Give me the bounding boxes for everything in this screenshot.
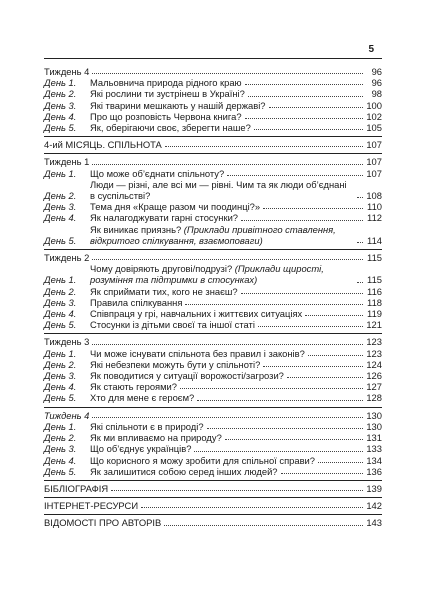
toc-day-entry[interactable] — [44, 100, 382, 111]
dot-leader — [164, 525, 363, 526]
dot-leader — [241, 220, 363, 221]
dot-leader — [318, 462, 363, 463]
toc-entry-title: ІНТЕРНЕТ-РЕСУРСИ — [44, 500, 139, 512]
section-rule — [44, 333, 382, 334]
toc-day-entry[interactable] — [44, 111, 382, 122]
dot-leader — [225, 439, 363, 440]
table-of-contents — [44, 66, 382, 529]
toc-section — [44, 483, 382, 494]
toc-page-number: 126 — [366, 370, 382, 382]
toc-day-entry[interactable] — [44, 179, 382, 201]
dot-leader — [185, 304, 363, 305]
header-rule — [44, 58, 382, 59]
toc-section — [44, 336, 382, 403]
dot-leader — [248, 96, 363, 97]
toc-page-number: 105 — [366, 122, 382, 134]
toc-entry-title: Тиждень 3 — [44, 336, 90, 348]
section-rule — [44, 497, 382, 498]
toc-page-number: 136 — [366, 465, 382, 477]
dot-leader — [194, 451, 363, 452]
toc-day-label: День 5. — [44, 465, 77, 477]
toc-page-number: 96 — [371, 66, 382, 77]
toc-day-label: День 3. — [44, 443, 77, 455]
dot-leader — [357, 242, 363, 243]
dot-leader — [207, 428, 363, 429]
toc-entry-title: Тиждень 4 — [44, 66, 90, 77]
toc-entry-title: Що об’єднує українців? — [90, 443, 192, 455]
dot-leader — [92, 259, 363, 260]
toc-entry-title: 4-ий МІСЯЦЬ. СПІЛЬНОТА — [44, 139, 162, 151]
dot-leader — [111, 490, 363, 491]
toc-day-entry[interactable] — [44, 308, 382, 319]
toc-page-number: 130 — [366, 420, 382, 432]
dot-leader — [180, 388, 363, 389]
toc-section — [44, 517, 382, 528]
toc-page-number: 123 — [366, 336, 382, 348]
dot-leader — [141, 507, 363, 508]
toc-entry-title: Як налагоджувати гарні стосунки? — [90, 212, 239, 224]
section-rule — [44, 480, 382, 481]
toc-day-entry[interactable] — [44, 88, 382, 99]
toc-entry-note: (Приклади привітного ставлення, відкритого спілкування, взаємоповаги) — [90, 223, 336, 246]
toc-page-number: 121 — [366, 319, 382, 331]
toc-entry-title: Які спільноти є в природі? — [90, 420, 204, 432]
dot-leader — [254, 129, 363, 130]
toc-entry-title: Правила спілкування — [90, 296, 183, 308]
toc-page-number: 133 — [366, 443, 382, 455]
toc-entry-title: Що корисного я можу зробити для спільної справи? — [90, 454, 316, 466]
dot-leader — [92, 344, 363, 345]
toc-day-entry[interactable] — [44, 455, 382, 466]
toc-day-entry[interactable] — [44, 168, 382, 179]
dot-leader — [227, 175, 363, 176]
toc-day-label: День 1. — [44, 347, 77, 359]
toc-section — [44, 156, 382, 246]
toc-page-number: 143 — [366, 517, 382, 529]
toc-day-entry[interactable] — [44, 297, 382, 308]
toc-day-entry[interactable] — [44, 432, 382, 443]
toc-day-entry[interactable] — [44, 348, 382, 359]
toc-day-label: День 2. — [44, 190, 77, 202]
toc-day-label: День 4. — [44, 454, 77, 466]
toc-entry-title: Тиждень 2 — [44, 252, 90, 264]
toc-entry-title: Які тварини мешкають у нашій державі? — [90, 99, 266, 111]
toc-day-entry[interactable] — [44, 122, 382, 133]
toc-page-number: 98 — [371, 88, 382, 100]
toc-page-number: 123 — [366, 347, 382, 359]
toc-page-number: 96 — [371, 77, 382, 89]
toc-day-entry[interactable] — [44, 77, 382, 88]
toc-page-number: 131 — [366, 432, 382, 444]
toc-day-label: День 2. — [44, 88, 77, 100]
toc-entry-title: Які рослини ти зустрінеш в Україні? — [90, 88, 245, 100]
toc-day-label: День 1. — [44, 274, 77, 286]
dot-leader — [258, 326, 363, 327]
toc-day-entry[interactable] — [44, 443, 382, 454]
toc-week-entry[interactable] — [44, 66, 382, 77]
dot-leader — [287, 377, 363, 378]
toc-page-number: 142 — [366, 500, 382, 512]
toc-section — [44, 410, 382, 477]
toc-entry-title: Про що розповість Червона книга? — [90, 110, 242, 122]
toc-day-entry[interactable] — [44, 466, 382, 477]
dot-leader — [263, 208, 363, 209]
toc-day-label: День 5. — [44, 319, 77, 331]
toc-page-number: 139 — [366, 482, 382, 494]
toc-day-label: День 2. — [44, 432, 77, 444]
toc-entry-title: Люди — різні, але всі ми — рівні. Чим та як люди об’єднані в суспільстві? — [90, 178, 347, 202]
toc-day-label: День 5. — [44, 392, 77, 404]
toc-day-entry[interactable] — [44, 201, 382, 212]
toc-week-entry[interactable] — [44, 156, 382, 167]
toc-day-label: День 1. — [44, 167, 77, 179]
toc-page-number: 124 — [366, 358, 382, 370]
dot-leader — [241, 293, 363, 294]
toc-day-entry[interactable] — [44, 224, 382, 246]
page-number: 5 — [368, 44, 374, 55]
toc-week-entry[interactable] — [44, 252, 382, 263]
dot-leader — [263, 366, 363, 367]
toc-day-entry[interactable] — [44, 359, 382, 370]
toc-page-number: 127 — [366, 381, 382, 393]
toc-day-entry[interactable] — [44, 370, 382, 381]
toc-day-entry[interactable] — [44, 212, 382, 223]
dot-leader — [281, 473, 363, 474]
dot-leader — [92, 73, 363, 74]
toc-day-entry[interactable] — [44, 319, 382, 330]
toc-entry-title: Мальовнича природа рідного краю — [90, 77, 242, 89]
toc-page-number: 115 — [367, 252, 382, 264]
toc-section-entry[interactable] — [44, 139, 382, 150]
toc-page-number: 114 — [367, 234, 382, 246]
toc-entry-title: Як ми впливаємо на природу? — [90, 432, 222, 444]
toc-day-entry[interactable] — [44, 421, 382, 432]
toc-day-label: День 3. — [44, 296, 77, 308]
section-rule — [44, 514, 382, 515]
toc-page-number: 116 — [367, 285, 382, 297]
toc-day-label: День 5. — [44, 122, 77, 134]
toc-day-entry[interactable] — [44, 392, 382, 403]
toc-section — [44, 500, 382, 511]
toc-entry-title: Як, оберігаючи своє, зберегти наше? — [90, 122, 251, 134]
dot-leader — [269, 107, 363, 108]
toc-entry-title: ВІДОМОСТІ ПРО АВТОРІВ — [44, 517, 162, 529]
dot-leader — [357, 282, 363, 283]
toc-day-label: День 3. — [44, 370, 77, 382]
dot-leader — [305, 315, 363, 316]
toc-section-entry[interactable] — [44, 517, 382, 528]
toc-entry-title: Які небезпеки можуть бути у спільноті? — [90, 358, 261, 370]
dot-leader — [197, 400, 363, 401]
toc-entry-title: Як залишитися собою серед інших людей? — [90, 465, 278, 477]
toc-page-number: 107 — [366, 139, 382, 151]
section-rule — [44, 153, 382, 154]
toc-page-number: 107 — [366, 156, 382, 168]
toc-section-entry[interactable] — [44, 500, 382, 511]
toc-entry-title: Як стають героями? — [90, 381, 178, 393]
toc-day-label: День 1. — [44, 420, 77, 432]
section-rule — [44, 407, 382, 408]
toc-page-number: 102 — [366, 110, 382, 122]
toc-entry-title: Як виникає приязнь? — [90, 223, 182, 235]
toc-entry-title: Що може об’єднати спільноту? — [90, 167, 225, 179]
toc-day-label: День 3. — [44, 99, 77, 111]
toc-entry-title: Співпраця у грі, навчальних і життєвих ситуаціях — [90, 308, 303, 320]
toc-entry-title: Як сприймати тих, кого не знаєш? — [90, 285, 238, 297]
toc-page-number: 118 — [367, 296, 382, 308]
toc-entry-title: Тиждень 1 — [44, 156, 90, 168]
dot-leader — [92, 417, 363, 418]
dot-leader — [308, 355, 363, 356]
toc-entry-title: Тиждень 4 — [44, 409, 90, 421]
toc-week-entry[interactable] — [44, 410, 382, 421]
toc-entry-title: Стосунки із дітьми своєї та іншої статі — [90, 319, 255, 331]
toc-day-label: День 4. — [44, 381, 77, 393]
toc-page-number: 110 — [367, 201, 382, 213]
toc-section — [44, 139, 382, 150]
toc-day-entry[interactable] — [44, 286, 382, 297]
toc-entry-title: Тема дня «Краще разом чи поодинці?» — [90, 201, 261, 213]
dot-leader — [92, 164, 363, 165]
toc-page-number: 100 — [366, 99, 382, 111]
toc-page-number: 108 — [366, 190, 382, 202]
toc-page-number: 107 — [366, 167, 382, 179]
toc-entry-title: Як поводитися у ситуації ворожості/загрози? — [90, 370, 284, 382]
toc-day-label: День 2. — [44, 285, 77, 297]
toc-section — [44, 66, 382, 133]
toc-page-number: 134 — [366, 454, 382, 466]
section-rule — [44, 136, 382, 137]
section-rule — [44, 249, 382, 250]
toc-day-label: День 4. — [44, 212, 77, 224]
toc-entry-title: Чому довіряють другові/подрузі? — [90, 263, 233, 275]
toc-day-entry[interactable] — [44, 263, 382, 285]
toc-entry-title: БІБЛІОГРАФІЯ — [44, 482, 109, 494]
toc-day-label: День 4. — [44, 110, 77, 122]
toc-page-number: 130 — [366, 409, 382, 421]
toc-page-number: 112 — [367, 212, 382, 224]
toc-day-label: День 2. — [44, 358, 77, 370]
toc-entry-note: (Приклади щирості, розуміння та підтримки в стосунках) — [90, 263, 324, 286]
dot-leader — [165, 146, 363, 147]
toc-week-entry[interactable] — [44, 336, 382, 347]
toc-day-entry[interactable] — [44, 381, 382, 392]
toc-entry-title: Хто для мене є героєм? — [90, 392, 195, 404]
toc-page-number: 119 — [367, 308, 382, 320]
dot-leader — [357, 197, 363, 198]
toc-section-entry[interactable] — [44, 483, 382, 494]
toc-day-label: День 5. — [44, 234, 77, 246]
toc-entry-title: Чи може існувати спільнота без правил і законів? — [90, 347, 305, 359]
toc-day-label: День 1. — [44, 77, 77, 89]
toc-page-number: 115 — [367, 274, 382, 286]
toc-day-label: День 4. — [44, 308, 77, 320]
dot-leader — [245, 84, 363, 85]
dot-leader — [245, 118, 363, 119]
toc-page-number: 128 — [366, 392, 382, 404]
toc-section — [44, 252, 382, 330]
toc-day-label: День 3. — [44, 201, 77, 213]
